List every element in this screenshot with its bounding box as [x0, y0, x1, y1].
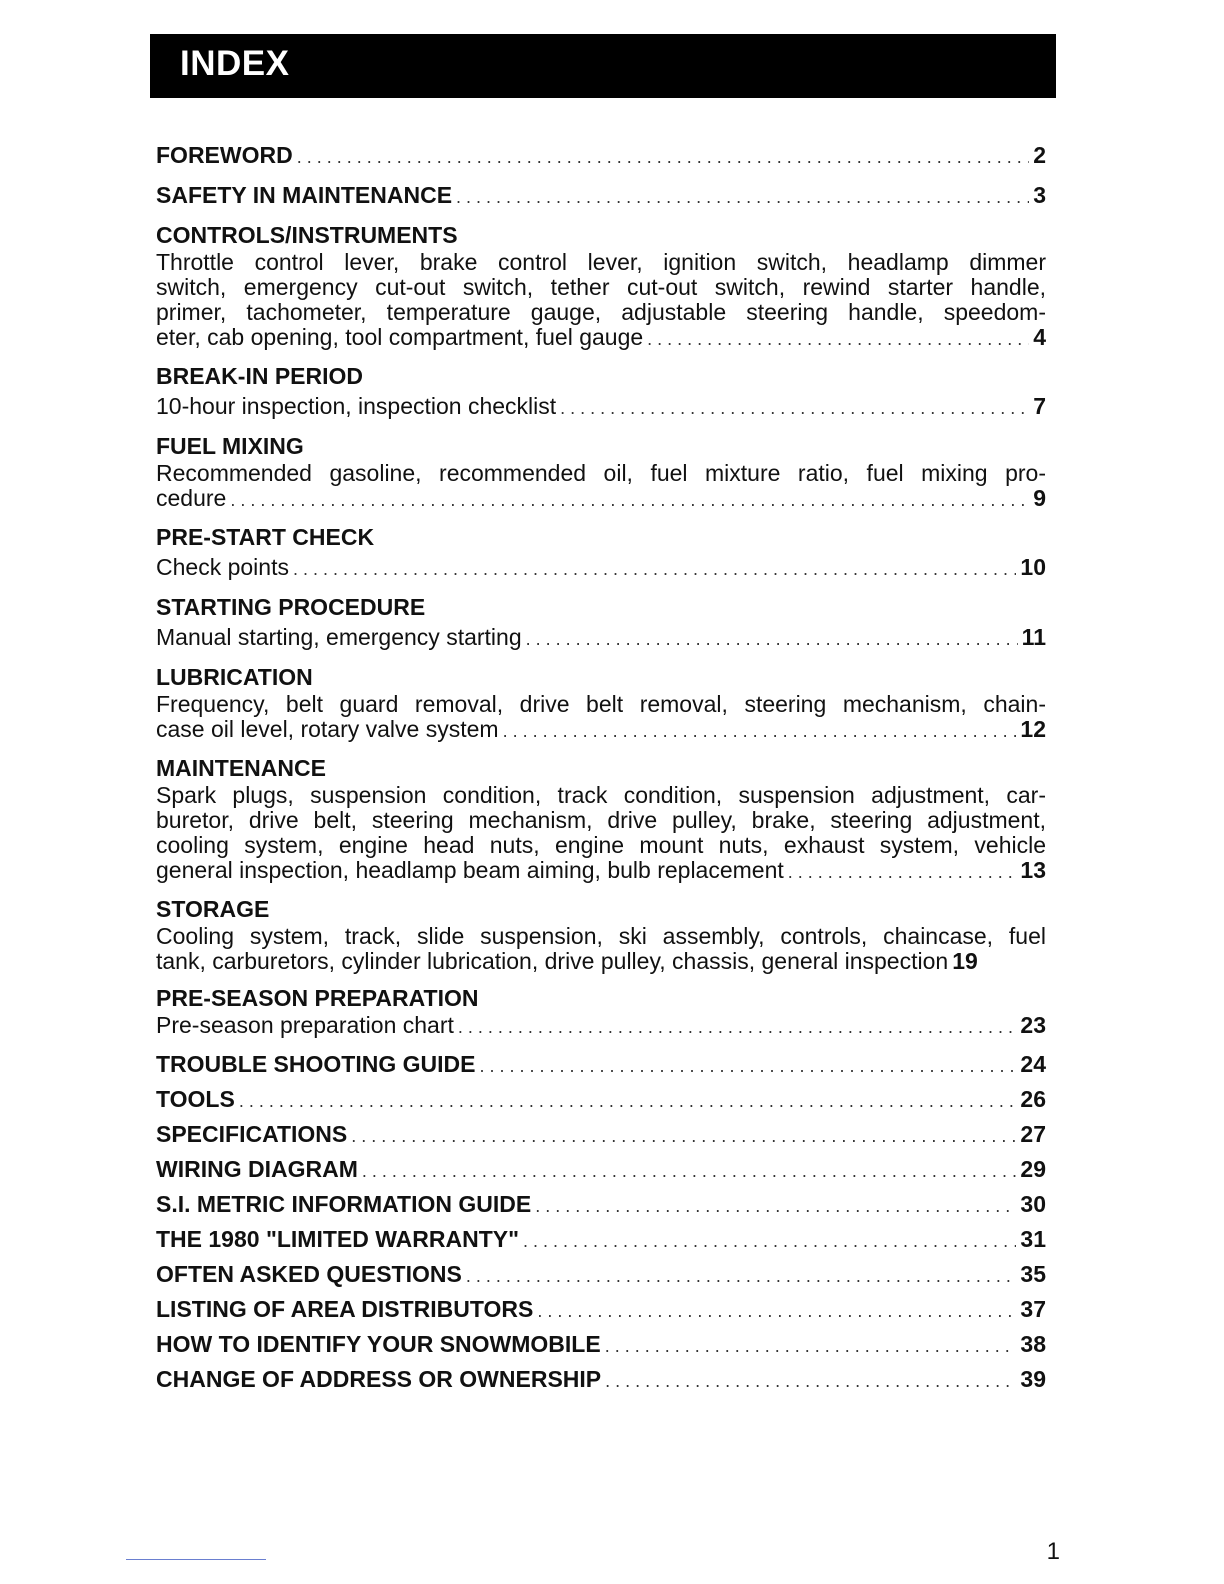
entry-description-last: Manual starting, emergency starting [156, 624, 522, 650]
dot-leader [523, 1225, 1016, 1258]
dot-leader [230, 488, 1029, 513]
index-entry[interactable] [156, 1258, 1046, 1293]
entry-description-last: eter, cab opening, tool compartment, fuel gauge [156, 324, 644, 350]
entry-page: 2 [1033, 142, 1046, 168]
entry-heading: FUEL MIXING [156, 433, 304, 459]
index-entry[interactable] [156, 1223, 1046, 1258]
entry-heading: HOW TO IDENTIFY YOUR SNOWMOBILE [156, 1331, 601, 1357]
entry-heading: SAFETY IN MAINTENANCE [156, 182, 453, 208]
entry-description [156, 924, 1046, 949]
index-entry[interactable] [156, 1293, 1046, 1328]
page-number: 1 [1046, 1538, 1060, 1565]
entry-heading: STORAGE [156, 896, 270, 922]
footer-rule [126, 1559, 266, 1560]
entry-page: 4 [1033, 324, 1046, 350]
dot-leader [466, 1260, 1017, 1293]
entry-description-last: cedure [156, 485, 227, 511]
index-entry[interactable] [156, 753, 1046, 885]
index-entry[interactable] [156, 894, 1046, 974]
dot-leader [647, 327, 1029, 352]
dot-leader [503, 719, 1017, 744]
description-line: primer, tachometer, temperature gauge, adjustable steering handle, speedom- [156, 299, 1046, 325]
description-line: switch, emergency cut-out switch, tether cut-out switch, rewind starter handle, [156, 274, 1046, 300]
index-entry[interactable] [156, 431, 1046, 513]
description-line: Recommended gasoline, recommended oil, fuel mixture ratio, fuel mixing pro- [156, 460, 1046, 486]
index-entry[interactable] [156, 140, 1046, 172]
entry-heading: BREAK-IN PERIOD [156, 363, 364, 389]
dot-leader [297, 142, 1029, 172]
entry-heading: MAINTENANCE [156, 755, 326, 781]
index-entry[interactable] [156, 1328, 1046, 1363]
entry-heading: OFTEN ASKED QUESTIONS [156, 1261, 462, 1287]
index-entry[interactable] [156, 592, 1046, 654]
entry-heading: TROUBLE SHOOTING GUIDE [156, 1051, 476, 1077]
description-line: Frequency, belt guard removal, drive belt removal, steering mechanism, chain- [156, 691, 1046, 717]
dot-leader [239, 1085, 1017, 1118]
entry-page: 30 [1020, 1191, 1046, 1217]
index-entry[interactable] [156, 1048, 1046, 1083]
entry-heading: PRE-START CHECK [156, 524, 375, 550]
entry-description [156, 692, 1046, 717]
entry-page: 37 [1020, 1296, 1046, 1322]
entry-heading: CHANGE OF ADDRESS OR OWNERSHIP [156, 1366, 602, 1392]
entry-page: 35 [1020, 1261, 1046, 1287]
entry-page: 3 [1033, 182, 1046, 208]
index-entry[interactable] [156, 220, 1046, 352]
entry-page: 31 [1020, 1226, 1046, 1252]
dot-leader [537, 1295, 1016, 1328]
dot-leader [479, 1050, 1016, 1083]
index-entry[interactable] [156, 662, 1046, 744]
entry-page: 19 [952, 948, 978, 974]
index-banner [150, 34, 1056, 98]
entry-heading: S.I. METRIC INFORMATION GUIDE [156, 1191, 532, 1217]
entry-description [156, 783, 1046, 858]
entry-page: 26 [1020, 1086, 1046, 1112]
entry-description-last: Pre-season preparation chart [156, 1012, 454, 1038]
entry-page: 9 [1033, 485, 1046, 511]
dot-leader [788, 860, 1017, 885]
entry-heading: LISTING OF AREA DISTRIBUTORS [156, 1296, 534, 1322]
entry-page: 29 [1020, 1156, 1046, 1182]
dot-leader [293, 554, 1016, 584]
entry-heading: SPECIFICATIONS [156, 1121, 348, 1147]
entry-page: 38 [1020, 1331, 1046, 1357]
index-entry[interactable] [156, 522, 1046, 584]
description-line: buretor, drive belt, steering mechanism, drive pulley, brake, steering adjustment, [156, 807, 1046, 833]
entry-page: 13 [1020, 857, 1046, 883]
entry-page: 10 [1020, 554, 1046, 580]
entry-page: 27 [1020, 1121, 1046, 1147]
entry-description [156, 461, 1046, 486]
entry-heading: LUBRICATION [156, 664, 313, 690]
entry-page: 24 [1020, 1051, 1046, 1077]
entry-heading: THE 1980 "LIMITED WARRANTY" [156, 1226, 520, 1252]
entry-heading: TOOLS [156, 1086, 235, 1112]
index-entry[interactable] [156, 983, 1046, 1040]
dot-leader [458, 1015, 1017, 1040]
entry-description-last: case oil level, rotary valve system [156, 716, 499, 742]
entry-description-last: general inspection, headlamp beam aiming, bulb replacement [156, 857, 784, 883]
entry-description-last: tank, carburetors, cylinder lubrication, drive pulley, chassis, general inspection [156, 948, 949, 974]
dot-leader [351, 1120, 1016, 1153]
dot-leader [526, 624, 1018, 654]
dot-leader [456, 182, 1029, 212]
description-line: Cooling system, track, slide suspension, ski assembly, controls, chaincase, fuel [156, 923, 1046, 949]
index-entry[interactable] [156, 1188, 1046, 1223]
description-line: Spark plugs, suspension condition, track condition, suspension adjustment, car- [156, 782, 1046, 808]
index-entry[interactable] [156, 361, 1046, 423]
dot-leader [535, 1190, 1016, 1223]
index-entry[interactable] [156, 1153, 1046, 1188]
entry-page: 23 [1020, 1012, 1046, 1038]
index-entry[interactable] [156, 180, 1046, 212]
index-entry[interactable] [156, 1363, 1046, 1398]
entry-description-last: Check points [156, 554, 289, 580]
index-list [156, 140, 1046, 1398]
description-line: Throttle control lever, brake control lever, ignition switch, headlamp dimmer [156, 249, 1046, 275]
entry-description [156, 250, 1046, 325]
dot-leader [560, 393, 1029, 423]
description-line: cooling system, engine head nuts, engine mount nuts, exhaust system, vehicle [156, 832, 1046, 858]
index-entry[interactable] [156, 1083, 1046, 1118]
entry-heading: CONTROLS/INSTRUMENTS [156, 222, 458, 248]
dot-leader [605, 1330, 1017, 1363]
dot-leader [362, 1155, 1017, 1188]
entry-heading: WIRING DIAGRAM [156, 1156, 358, 1182]
entry-description-last: 10-hour inspection, inspection checklist [156, 393, 557, 419]
page-title: INDEX [180, 44, 290, 83]
entry-heading: FOREWORD [156, 142, 293, 168]
entry-heading: PRE-SEASON PREPARATION [156, 985, 479, 1011]
index-entry[interactable] [156, 1118, 1046, 1153]
entry-page: 7 [1033, 393, 1046, 419]
entry-page: 11 [1021, 624, 1046, 650]
entry-heading: STARTING PROCEDURE [156, 594, 426, 620]
dot-leader [605, 1365, 1016, 1398]
entry-page: 39 [1020, 1366, 1046, 1392]
entry-page: 12 [1020, 716, 1046, 742]
